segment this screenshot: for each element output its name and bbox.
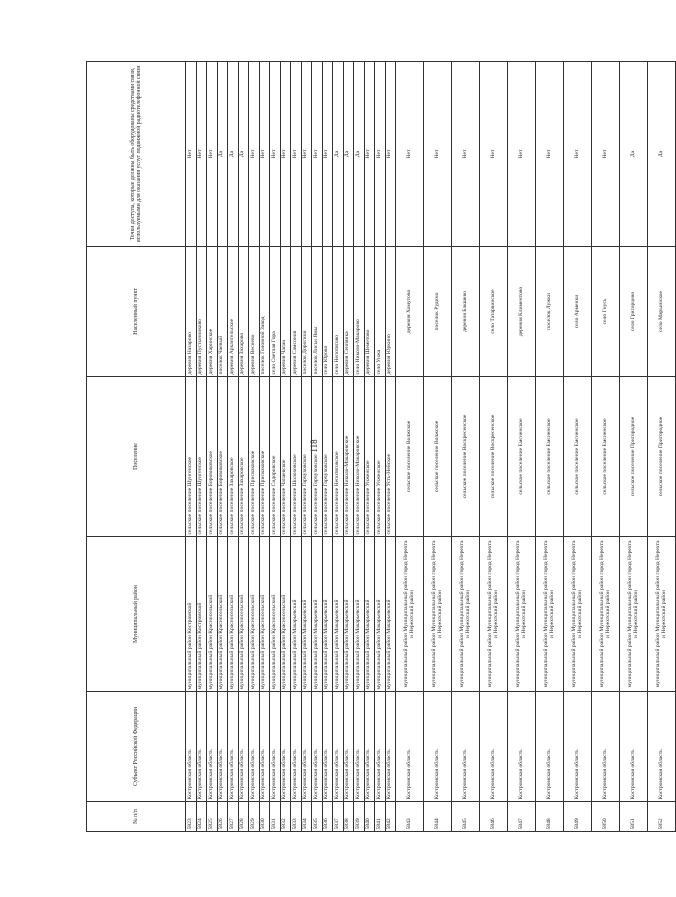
cell-subject: Костромская область: [536, 692, 564, 802]
cell-locality: поселок Головной Завод: [259, 247, 270, 377]
cell-answer: Нет: [536, 62, 564, 247]
cell-answer: Нет: [270, 62, 281, 247]
cell-number: 5836: [322, 802, 333, 832]
cell-number: 5846: [480, 802, 508, 832]
cell-locality: село Николо-Макарово: [354, 247, 365, 377]
cell-municipality: муниципальный район Макарьевский: [385, 537, 396, 692]
cell-number: 5835: [312, 802, 323, 832]
cell-number: 5824: [196, 802, 207, 832]
cell-answer: Нет: [424, 62, 452, 247]
table-row: [312, 62, 323, 832]
cell-settlement: сельское поселение Захаровское: [228, 377, 239, 537]
cell-settlement: сельское поселение Емсненское: [508, 377, 536, 537]
cell-municipality: муниципальный район Макарьевский: [301, 537, 312, 692]
cell-answer: Нет: [312, 62, 323, 247]
cell-subject: Костромская область: [312, 692, 323, 802]
cell-number: 5838: [343, 802, 354, 832]
cell-answer: Нет: [259, 62, 270, 247]
cell-locality: поселок Лужки: [536, 247, 564, 377]
cell-municipality: муниципальный район Муниципальный район город Нерехта и Нерехтский район: [508, 537, 536, 692]
cell-answer: Нет: [375, 62, 386, 247]
cell-locality: деревня Харинское: [207, 247, 218, 377]
cell-municipality: муниципальный район Красносельский: [207, 537, 218, 692]
cell-subject: Костромская область: [385, 692, 396, 802]
cell-subject: Костромская область: [564, 692, 592, 802]
cell-settlement: сельское поселение Горчуховское: [301, 377, 312, 537]
cell-settlement: сельское поселение Унженское: [364, 377, 375, 537]
cell-locality: село Арменки: [564, 247, 592, 377]
cell-answer: Да: [343, 62, 354, 247]
cell-number: 5825: [207, 802, 218, 832]
cell-subject: Костромская область: [238, 692, 249, 802]
cell-settlement: сельское поселение Воскресенское: [452, 377, 480, 537]
cell-number: 5843: [396, 802, 424, 832]
cell-municipality: муниципальный район Макарьевский: [364, 537, 375, 692]
table-row: [228, 62, 239, 832]
cell-locality: село Непотягово: [333, 247, 344, 377]
table-row: [648, 62, 676, 832]
cell-number: 5850: [592, 802, 620, 832]
cell-subject: Костромская область: [508, 692, 536, 802]
cell-municipality: муниципальный район Красносельский: [280, 537, 291, 692]
cell-subject: Костромская область: [186, 692, 197, 802]
cell-settlement: сельское поселение Прискоковское: [259, 377, 270, 537]
cell-settlement: сельское поселение Волжское: [396, 377, 424, 537]
table-row: [196, 62, 207, 832]
table-row: [396, 62, 424, 832]
cell-locality: деревня Самсонов: [291, 247, 302, 377]
cell-settlement: сельское поселение Емсненское: [564, 377, 592, 537]
cell-municipality: муниципальный район Муниципальный район город Нерехта и Нерехтский район: [452, 537, 480, 692]
cell-number: 5848: [536, 802, 564, 832]
cell-number: 5844: [424, 802, 452, 832]
header-municipality: Муниципальный район: [87, 537, 186, 692]
cell-answer: Нет: [291, 62, 302, 247]
cell-subject: Костромская область: [249, 692, 260, 802]
cell-answer: Да: [620, 62, 648, 247]
cell-answer: Нет: [196, 62, 207, 247]
cell-settlement: сельское поселение Воскресенское: [480, 377, 508, 537]
cell-answer: Да: [648, 62, 676, 247]
cell-locality: село Марьинское: [648, 247, 676, 377]
cell-locality: деревня Архангельское: [228, 247, 239, 377]
cell-answer: Да: [238, 62, 249, 247]
table-row: [259, 62, 270, 832]
cell-locality: село Гнусь: [592, 247, 620, 377]
cell-answer: Нет: [480, 62, 508, 247]
cell-municipality: муниципальный район Макарьевский: [343, 537, 354, 692]
cell-subject: Костромская область: [648, 692, 676, 802]
cell-answer: Нет: [364, 62, 375, 247]
cell-answer: Нет: [396, 62, 424, 247]
cell-settlement: сельское поселение Сидоровское: [270, 377, 281, 537]
cell-settlement: сельское поселение Усть-Нейское: [385, 377, 396, 537]
table-row: [375, 62, 386, 832]
cell-locality: деревня Климентово: [508, 247, 536, 377]
cell-locality: поселок Чаевый: [217, 247, 228, 377]
cell-municipality: муниципальный район Костромской: [196, 537, 207, 692]
cell-locality: деревня Шеметово: [364, 247, 375, 377]
cell-subject: Костромская область: [217, 692, 228, 802]
cell-municipality: муниципальный район Муниципальный район город Нерехта и Нерехтский район: [480, 537, 508, 692]
cell-subject: Костромская область: [452, 692, 480, 802]
cell-number: 5852: [648, 802, 676, 832]
table-row: [280, 62, 291, 832]
cell-number: 5832: [280, 802, 291, 832]
cell-subject: Костромская область: [196, 692, 207, 802]
cell-municipality: муниципальный район Муниципальный район город Нерехта и Нерехтский район: [536, 537, 564, 692]
table-row: [620, 62, 648, 832]
cell-subject: Костромская область: [620, 692, 648, 802]
cell-number: 5823: [186, 802, 197, 832]
cell-number: 5826: [217, 802, 228, 832]
cell-locality: село Григорцево: [620, 247, 648, 377]
header-answer: Точки доступа, которые должны быть оборудованы средствами связи, используемыми для оказания услуг подвижной радиотелефонной связи: [87, 62, 186, 247]
cell-number: 5827: [228, 802, 239, 832]
cell-subject: Костромская область: [270, 692, 281, 802]
cell-number: 5834: [301, 802, 312, 832]
cell-settlement: сельское поселение Боровиковское: [217, 377, 228, 537]
cell-settlement: сельское поселение Боровиковское: [207, 377, 218, 537]
header-subject: Субъект Российской Федерации: [87, 692, 186, 802]
cell-municipality: муниципальный район Красносельский: [238, 537, 249, 692]
table-row: [592, 62, 620, 832]
cell-subject: Костромская область: [480, 692, 508, 802]
cell-answer: Да: [217, 62, 228, 247]
cell-locality: деревня Назарово: [186, 247, 197, 377]
cell-answer: Нет: [592, 62, 620, 247]
cell-number: 5828: [238, 802, 249, 832]
cell-number: 5841: [375, 802, 386, 832]
cell-number: 5849: [564, 802, 592, 832]
cell-settlement: сельское поселение Волжское: [424, 377, 452, 537]
cell-settlement: сельское поселение Непотяговское: [333, 377, 344, 537]
cell-answer: Нет: [564, 62, 592, 247]
cell-locality: деревня Захарово: [238, 247, 249, 377]
cell-settlement: сельское поселение Горчуховское: [312, 377, 323, 537]
cell-municipality: муниципальный район Муниципальный район город Нерехта и Нерехтский район: [424, 537, 452, 692]
cell-municipality: муниципальный район Костромской: [186, 537, 197, 692]
cell-number: 5842: [385, 802, 396, 832]
cell-subject: Костромская область: [228, 692, 239, 802]
table-row: [186, 62, 197, 832]
cell-number: 5830: [259, 802, 270, 832]
table-row: [508, 62, 536, 832]
cell-answer: Да: [333, 62, 344, 247]
cell-municipality: муниципальный район Макарьевский: [322, 537, 333, 692]
cell-subject: Костромская область: [280, 692, 291, 802]
cell-municipality: муниципальный район Красносельский: [217, 537, 228, 692]
cell-municipality: муниципальный район Красносельский: [249, 537, 260, 692]
cell-subject: Костромская область: [424, 692, 452, 802]
cell-number: 5845: [452, 802, 480, 832]
header-locality: Населенный пункт: [87, 247, 186, 377]
cell-number: 5847: [508, 802, 536, 832]
cell-number: 5829: [249, 802, 260, 832]
cell-locality: село Светлая Гора: [270, 247, 281, 377]
cell-locality: деревня Бакшево: [452, 247, 480, 377]
header-settlement: Поселение: [87, 377, 186, 537]
table-row: [424, 62, 452, 832]
cell-settlement: сельское поселение Емсненское: [592, 377, 620, 537]
table-row: [301, 62, 312, 832]
cell-answer: Нет: [280, 62, 291, 247]
cell-answer: Да: [354, 62, 365, 247]
table-row: [343, 62, 354, 832]
cell-answer: Нет: [385, 62, 396, 247]
cell-locality: деревня Юркино: [385, 247, 396, 377]
cell-locality: деревня Сеннянка: [343, 247, 354, 377]
cell-number: 5837: [333, 802, 344, 832]
cell-municipality: муниципальный район Муниципальный район город Нерехта и Нерехтский район: [396, 537, 424, 692]
table-row: [564, 62, 592, 832]
cell-municipality: муниципальный район Красносельский: [270, 537, 281, 692]
table-row: [217, 62, 228, 832]
cell-subject: Костромская область: [364, 692, 375, 802]
cell-subject: Костромская область: [375, 692, 386, 802]
cell-number: 5831: [270, 802, 281, 832]
cell-subject: Костромская область: [207, 692, 218, 802]
cell-answer: Нет: [207, 62, 218, 247]
table-row: [238, 62, 249, 832]
cell-settlement: сельское поселение Прискоковское: [249, 377, 260, 537]
cell-subject: Костромская область: [322, 692, 333, 802]
cell-municipality: муниципальный район Красносельский: [228, 537, 239, 692]
cell-locality: деревня Чапаи: [280, 247, 291, 377]
cell-subject: Костромская область: [354, 692, 365, 802]
table-body: [186, 62, 676, 832]
cell-settlement: сельское поселение Николо-Макаровское: [354, 377, 365, 537]
cell-municipality: муниципальный район Макарьевский: [312, 537, 323, 692]
table-header-row: [87, 62, 186, 832]
cell-settlement: сельское поселение Емсненское: [536, 377, 564, 537]
cell-settlement: сельское поселение Чапаевское: [280, 377, 291, 537]
cell-locality: деревня Пустынниково: [196, 247, 207, 377]
cell-locality: поселок Рудино: [424, 247, 452, 377]
table-row: [270, 62, 281, 832]
cell-settlement: сельское поселение Шунгенское: [196, 377, 207, 537]
cell-locality: поселок Лисьи Ямы: [312, 247, 323, 377]
cell-municipality: муниципальный район Муниципальный район город Нерехта и Нерехтский район: [620, 537, 648, 692]
cell-municipality: муниципальный район Красносельский: [259, 537, 270, 692]
cell-settlement: сельское поселение Унженское: [375, 377, 386, 537]
cell-municipality: муниципальный район Муниципальный район город Нерехта и Нерехтский район: [592, 537, 620, 692]
cell-locality: деревня Хомутово: [396, 247, 424, 377]
cell-answer: Да: [228, 62, 239, 247]
table-row: [364, 62, 375, 832]
table-row: [333, 62, 344, 832]
cell-subject: Костромская область: [592, 692, 620, 802]
cell-settlement: сельское поселение Шунгенское: [186, 377, 197, 537]
cell-settlement: сельское поселение Пригородное: [620, 377, 648, 537]
cell-locality: село Юрово: [322, 247, 333, 377]
cell-subject: Костромская область: [291, 692, 302, 802]
settlements-table: [86, 61, 676, 832]
cell-answer: Нет: [322, 62, 333, 247]
cell-subject: Костромская область: [333, 692, 344, 802]
cell-municipality: муниципальный район Муниципальный район город Нерехта и Нерехтский район: [648, 537, 676, 692]
cell-municipality: муниципальный район Макарьевский: [354, 537, 365, 692]
table-row: [385, 62, 396, 832]
cell-municipality: муниципальный район Макарьевский: [291, 537, 302, 692]
cell-answer: Нет: [508, 62, 536, 247]
table-row: [452, 62, 480, 832]
table-row: [291, 62, 302, 832]
cell-settlement: сельское поселение Шолоховское: [291, 377, 302, 537]
cell-settlement: сельское поселение Николо-Макаровское: [343, 377, 354, 537]
cell-number: 5833: [291, 802, 302, 832]
cell-answer: Нет: [186, 62, 197, 247]
table-row: [322, 62, 333, 832]
cell-subject: Костромская область: [301, 692, 312, 802]
cell-answer: Нет: [452, 62, 480, 247]
cell-number: 5839: [354, 802, 365, 832]
cell-locality: поселок Дорогини: [301, 247, 312, 377]
cell-locality: село Татарвинское: [480, 247, 508, 377]
cell-municipality: муниципальный район Муниципальный район город Нерехта и Нерехтский район: [564, 537, 592, 692]
cell-number: 5840: [364, 802, 375, 832]
cell-municipality: муниципальный район Макарьевский: [375, 537, 386, 692]
header-num: № п/п: [87, 802, 186, 832]
cell-subject: Костромская область: [343, 692, 354, 802]
table-row: [249, 62, 260, 832]
cell-settlement: сельское поселение Пригородное: [648, 377, 676, 537]
cell-settlement: сельское поселение Захаровское: [238, 377, 249, 537]
cell-subject: Костромская область: [396, 692, 424, 802]
page-number: 118: [309, 439, 319, 453]
cell-locality: село Унжа: [375, 247, 386, 377]
cell-subject: Костромская область: [259, 692, 270, 802]
cell-settlement: сельское поселение Горчуховское: [322, 377, 333, 537]
table-row: [354, 62, 365, 832]
cell-municipality: муниципальный район Макарьевский: [333, 537, 344, 692]
table-row: [480, 62, 508, 832]
cell-answer: Нет: [249, 62, 260, 247]
table-container: [86, 62, 667, 832]
table-row: [207, 62, 218, 832]
cell-answer: Нет: [301, 62, 312, 247]
cell-number: 5851: [620, 802, 648, 832]
table-row: [536, 62, 564, 832]
cell-locality: деревня Веснево: [249, 247, 260, 377]
